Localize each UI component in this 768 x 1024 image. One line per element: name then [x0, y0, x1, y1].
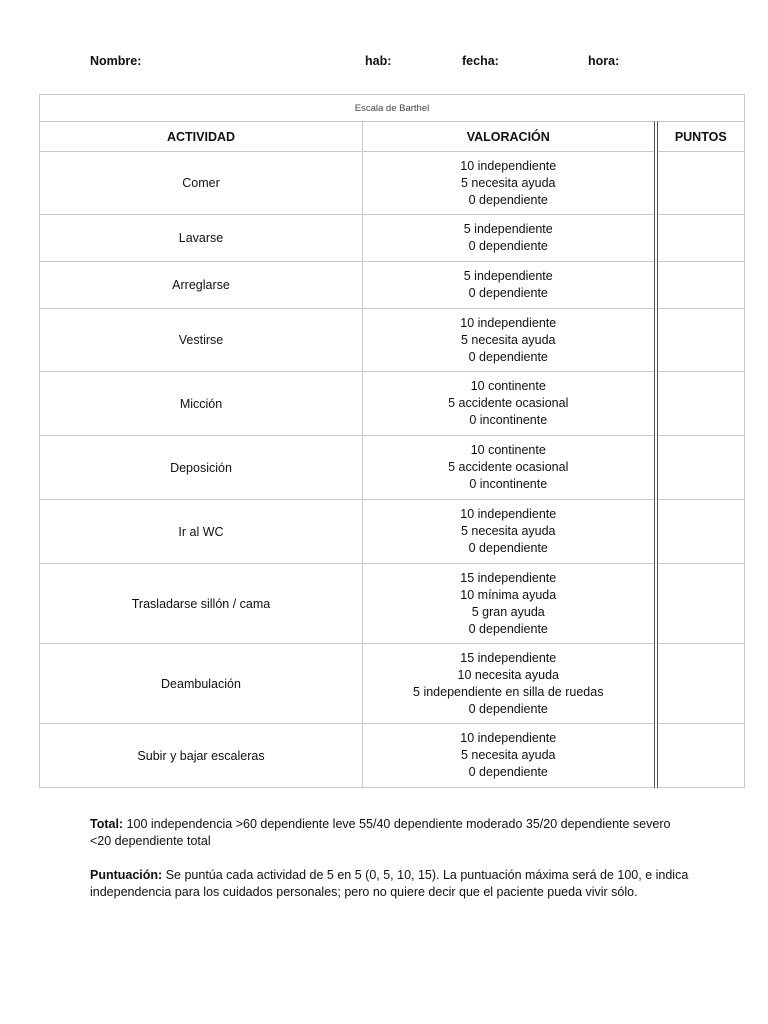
valoracion-line: 5 necesita ayuda [460, 175, 556, 190]
table-row [40, 644, 745, 724]
puntos-input-cell[interactable] [656, 215, 745, 262]
valoracion-cell [363, 644, 656, 724]
table-row [40, 724, 745, 788]
puntos-input-cell[interactable] [656, 262, 745, 309]
valoracion-line: 15 independiente [460, 570, 557, 585]
actividad-cell: Subir y bajar escaleras [40, 724, 363, 788]
table-row [40, 262, 745, 309]
valoracion-cell [363, 215, 656, 262]
valoracion-line: 10 independiente [460, 315, 557, 330]
valoracion-line: 10 mínima ayuda [460, 587, 557, 602]
valoracion-cell [363, 152, 656, 215]
valoracion-line: 5 independiente en silla de ruedas [413, 684, 604, 699]
valoracion-line: 10 independiente [460, 731, 557, 745]
valoracion-line: 0 dependiente [468, 621, 548, 636]
table-row [40, 500, 745, 564]
valoracion-line: 5 necesita ayuda [460, 748, 556, 762]
actividad-cell: Trasladarse sillón / cama [40, 564, 363, 644]
puntos-input-cell[interactable] [656, 372, 745, 436]
footer-total [90, 816, 690, 850]
actividad-cell: Micción [40, 372, 363, 436]
valoracion-cell [363, 500, 656, 564]
valoracion-cell [363, 724, 656, 788]
valoracion-cell [363, 564, 656, 644]
valoracion-line: 5 necesita ayuda [460, 524, 556, 538]
valoracion-line: 5 independiente [463, 269, 553, 283]
puntos-input-cell[interactable] [656, 309, 745, 372]
barthel-table [39, 94, 745, 788]
fecha-label: fecha: [462, 54, 499, 68]
actividad-cell: Lavarse [40, 215, 363, 262]
actividad-cell: Deposición [40, 436, 363, 500]
total-label: Total: [90, 817, 124, 831]
table-caption: Escala de Barthel [40, 95, 745, 122]
column-header-actividad: ACTIVIDAD [40, 122, 363, 152]
total-text: 100 independencia >60 dependiente leve 55/40 dependiente moderado 35/20 dependiente severo <20 dependiente total [90, 817, 671, 848]
valoracion-line: 10 necesita ayuda [457, 667, 559, 682]
valoracion-cell [363, 372, 656, 436]
column-header-valoracion: VALORACIÓN [363, 122, 656, 152]
puntos-input-cell[interactable] [656, 152, 745, 215]
valoracion-line: 5 accidente ocasional [448, 396, 569, 410]
valoracion-line: 0 dependiente [468, 765, 548, 779]
table-row [40, 564, 745, 644]
actividad-cell: Comer [40, 152, 363, 215]
valoracion-line: 0 dependiente [468, 541, 548, 555]
valoracion-line: 0 dependiente [468, 701, 548, 716]
puntos-input-cell[interactable] [656, 500, 745, 564]
actividad-cell: Deambulación [40, 644, 363, 724]
valoracion-line: 0 dependiente [468, 192, 548, 207]
puntuacion-text: Se puntúa cada actividad de 5 en 5 (0, 5, 10, 15). La puntuación máxima será de 100, e indica independencia para los cuidados personales; pero no quiere decir que el paciente pueda vivir sólo. [90, 868, 689, 899]
table-row [40, 436, 745, 500]
table-row [40, 152, 745, 215]
nombre-label: Nombre: [90, 54, 142, 68]
valoracion-cell [363, 262, 656, 309]
puntos-input-cell[interactable] [656, 436, 745, 500]
valoracion-line: 0 incontinente [469, 413, 548, 427]
footer-puntuacion [90, 867, 690, 901]
valoracion-line: 0 dependiente [468, 286, 548, 300]
valoracion-line: 5 accidente ocasional [448, 460, 569, 474]
valoracion-line: 10 continente [470, 379, 546, 393]
valoracion-line: 5 gran ayuda [471, 604, 545, 619]
valoracion-cell [363, 436, 656, 500]
hora-label: hora: [588, 54, 620, 68]
valoracion-line: 10 independiente [460, 507, 557, 521]
column-header-puntos: PUNTOS [656, 122, 745, 152]
valoracion-line: 5 independiente [463, 222, 553, 236]
hab-label: hab: [365, 54, 392, 68]
valoracion-line: 5 necesita ayuda [460, 332, 556, 347]
table-row [40, 372, 745, 436]
valoracion-line: 10 independiente [460, 158, 557, 173]
puntos-input-cell[interactable] [656, 564, 745, 644]
table-row [40, 309, 745, 372]
valoracion-line: 0 dependiente [468, 349, 548, 364]
valoracion-cell [363, 309, 656, 372]
puntos-input-cell[interactable] [656, 724, 745, 788]
actividad-cell: Arreglarse [40, 262, 363, 309]
valoracion-line: 0 dependiente [468, 239, 548, 253]
puntuacion-label: Puntuación: [90, 868, 163, 882]
valoracion-line: 10 continente [470, 443, 546, 457]
actividad-cell: Ir al WC [40, 500, 363, 564]
valoracion-line: 15 independiente [460, 650, 557, 665]
actividad-cell: Vestirse [40, 309, 363, 372]
table-row [40, 215, 745, 262]
puntos-input-cell[interactable] [656, 644, 745, 724]
valoracion-line: 0 incontinente [469, 477, 548, 491]
